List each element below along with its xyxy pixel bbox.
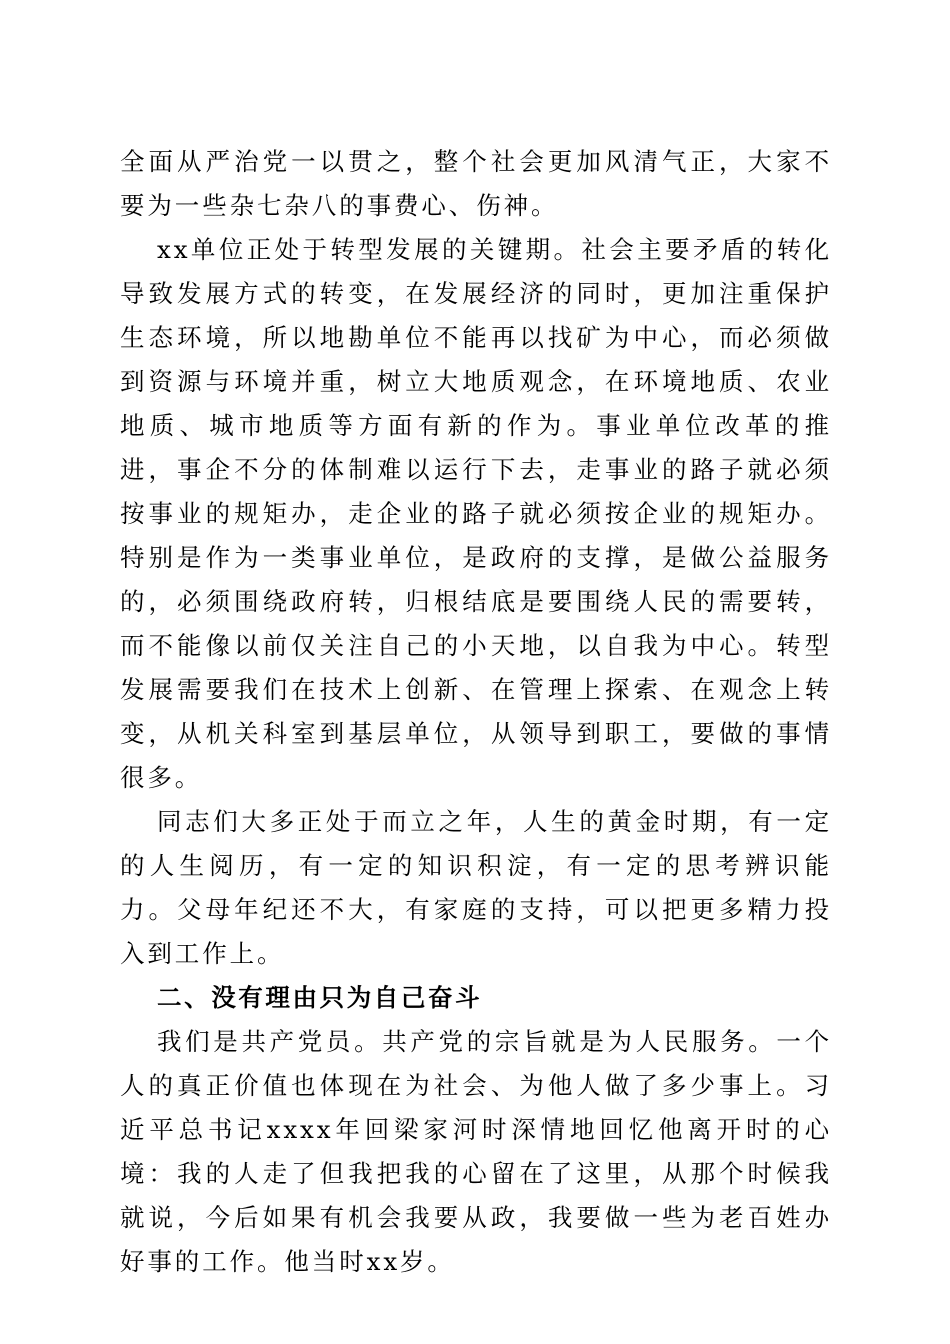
- paragraph-comrades: 同志们大多正处于而立之年，人生的黄金时期，有一定的人生阅历，有一定的知识积淀，有一定的思考辨识能力。父母年纪还不大，有家庭的支持，可以把更多精力投入到工作上。: [120, 807, 832, 968]
- paragraph-transformation: xx单位正处于转型发展的关键期。社会主要矛盾的转化导致发展方式的转变，在发展经济的同时，更加注重保护生态环境，所以地勘单位不能再以找矿为中心，而必须做到资源与环境并重，树立大地质观念，在环境地质、农业地质、城市地质等方面有新的作为。事业单位改革的推进，事企不分的体制难以运行下去，走事业的路子就必须按事业的规矩办，走企业的路子就必须按企业的规矩办。特别是作为一类事业单位，是政府的支撑，是做公益服务的，必须围绕政府转，归根结底是要围绕人民的需要转，而不能像以前仅关注自己的小天地，以自我为中心。转型发展需要我们在技术上创新、在管理上探索、在观念上转变，从机关科室到基层单位，从领导到职工，要做的事情很多。: [120, 235, 832, 792]
- paragraph-party-members: 我们是共产党员。共产党的宗旨就是为人民服务。一个人的真正价值也体现在为社会、为他人做了多少事上。习近平总书记xxxx年回梁家河时深情地回忆他离开时的心境：我的人走了但我把我的心留在了这里，从那个时候我就说，今后如果有机会我要从政，我要做一些为老百姓办好事的工作。他当时xx岁。: [120, 1027, 832, 1276]
- paragraph-continuation: 全面从严治党一以贯之，整个社会更加风清气正，大家不要为一些杂七杂八的事费心、伤神。: [120, 147, 832, 220]
- document-body: [120, 140, 832, 1284]
- section-heading: 二、没有理由只为自己奋斗: [157, 983, 483, 1012]
